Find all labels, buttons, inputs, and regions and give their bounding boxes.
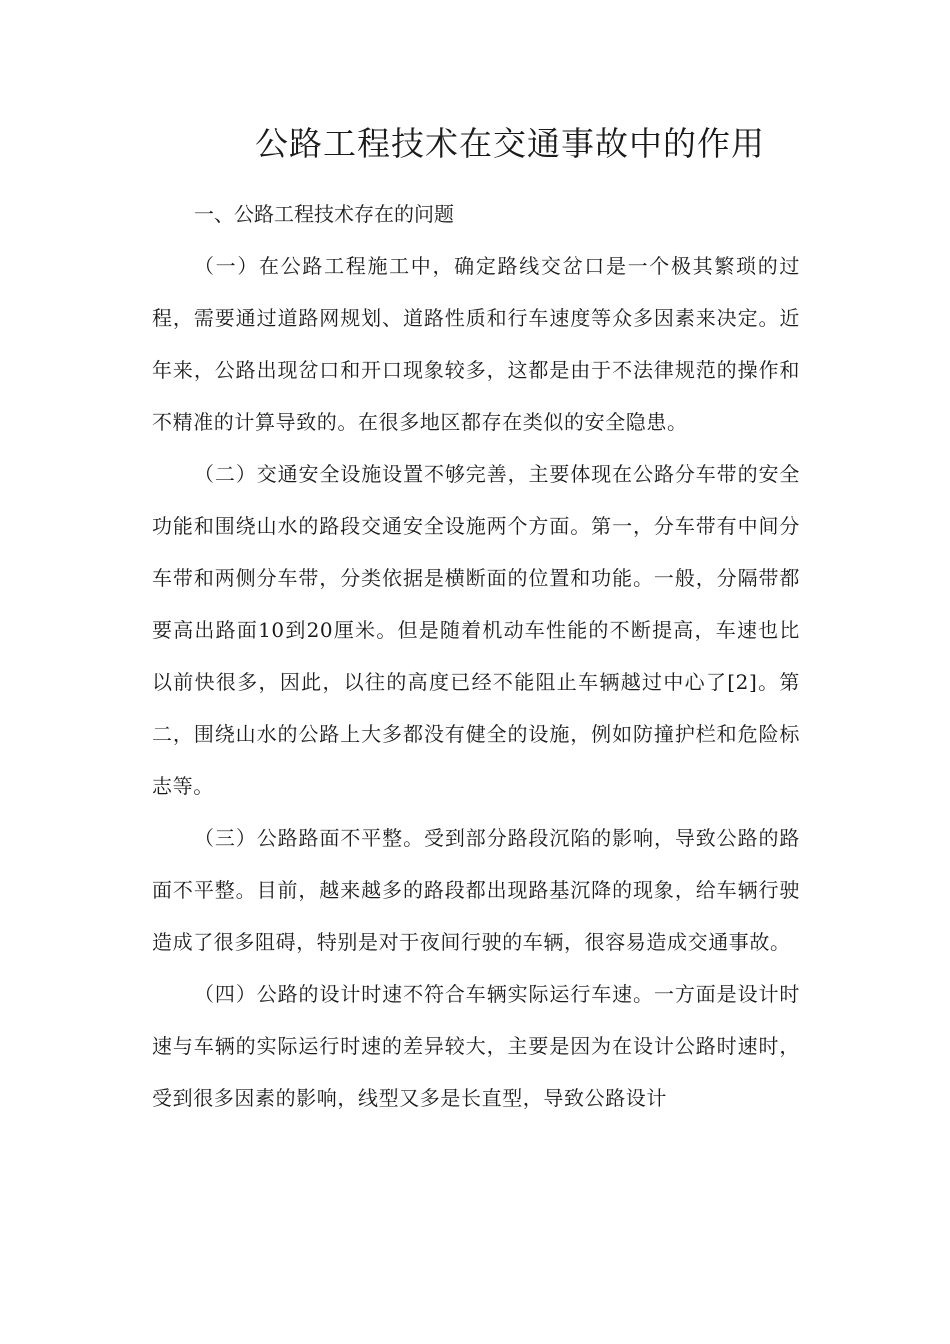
paragraph-2: （二）交通安全设施设置不够完善，主要体现在公路分车带的安全功能和围绕山水的路段交通安全设施两个方面。第一，分车带有中间分车带和两侧分车带，分类依据是横断面的位置和功能。一般，分隔带都要高出路面10到20厘米。但是随着机动车性能的不断提高，车速也比以前快很多，因此，以往的高度已经不能阻止车辆越过中心了[2]。第二，围绕山水的公路上大多都没有健全的设施，例如防撞护栏和危险标志等。 bbox=[152, 462, 800, 798]
paragraph-3: （三）公路路面不平整。受到部分路段沉陷的影响，导致公路的路面不平整。目前，越来越多的路段都出现路基沉降的现象，给车辆行驶造成了很多阻碍，特别是对于夜间行驶的车辆，很容易造成交通事故。 bbox=[152, 826, 800, 954]
paragraph-4: （四）公路的设计时速不符合车辆实际运行车速。一方面是设计时速与车辆的实际运行时速的差异较大，主要是因为在设计公路时速时，受到很多因素的影响，线型又多是长直型，导致公路设计 bbox=[152, 982, 800, 1110]
section-heading: 一、公路工程技术存在的问题 bbox=[194, 202, 454, 226]
paragraph-1: （一）在公路工程施工中，确定路线交岔口是一个极其繁琐的过程，需要通过道路网规划、道路性质和行车速度等众多因素来决定。近年来，公路出现岔口和开口现象较多，这都是由于不法律规范的操作和不精准的计算导致的。在很多地区都存在类似的安全隐患。 bbox=[152, 254, 800, 434]
document-title: 公路工程技术在交通事故中的作用 bbox=[255, 124, 765, 163]
document-body bbox=[152, 188, 800, 1124]
